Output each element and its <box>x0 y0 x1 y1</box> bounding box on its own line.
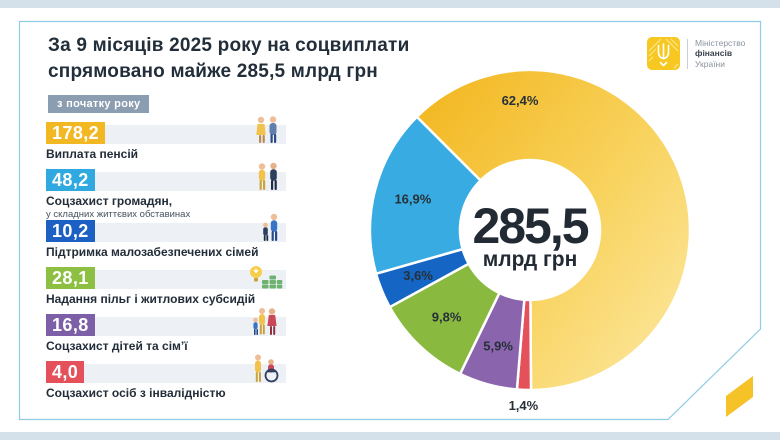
category-label: Соцзахист дітей та сім’ї <box>46 339 188 353</box>
subsidy-icon <box>247 259 283 289</box>
donut-center-value: 285,5 <box>472 198 588 254</box>
period-badge: з початку року <box>48 95 149 113</box>
ministry-logo <box>647 37 745 70</box>
category-label: Підтримка малозабезпечених сімей <box>46 245 259 259</box>
donut-center-unit: млрд грн <box>482 248 578 271</box>
category-label: Надання пільг і житлових субсидій <box>46 292 256 306</box>
category-label: Соцзахист осіб з інвалідністю <box>46 386 226 400</box>
category-sublabel: у складних життєвих обставинах <box>46 209 191 220</box>
wheelchair-icon <box>247 353 283 383</box>
title-line-1: За 9 місяців 2025 року на соцвиплати <box>48 35 410 56</box>
list-item-pensions <box>46 122 286 161</box>
value-badge: 28,1 <box>46 267 95 289</box>
title-line-2: спрямовано майже 285,5 млрд грн <box>48 61 378 82</box>
segment-pct-label-0: 62,4% <box>501 93 539 108</box>
family-icon <box>249 212 283 242</box>
segment-pct-label-4: 5,9% <box>483 338 513 354</box>
ministry-name-line1: Міністерство <box>695 37 746 48</box>
list-item-low-income-families <box>46 220 286 259</box>
trident-icon <box>647 37 680 70</box>
category-label: Виплата пенсій <box>46 147 139 161</box>
list-item-disability <box>46 361 286 400</box>
donut-chart <box>370 70 690 413</box>
list-item-children-families <box>46 314 286 353</box>
page-title <box>48 33 448 85</box>
adults-icon <box>249 161 283 191</box>
value-badge: 48,2 <box>46 169 95 191</box>
value-badge: 178,2 <box>46 122 105 144</box>
children-family-icon <box>247 306 283 336</box>
value-badge: 4,0 <box>46 361 84 383</box>
logo-divider <box>687 39 688 69</box>
value-badge: 10,2 <box>46 220 95 242</box>
ministry-name-line3: України <box>695 58 725 69</box>
list-item-subsidies <box>46 267 286 306</box>
segment-pct-label-1: 16,9% <box>394 191 432 207</box>
segment-pct-label-5: 1,4% <box>508 397 539 413</box>
ministry-name-line2: фінансів <box>695 48 733 59</box>
value-badge: 16,8 <box>46 314 95 336</box>
ministry-name <box>695 38 745 70</box>
segment-pct-label-2: 3,6% <box>403 268 433 283</box>
category-label: Соцзахист громадян, <box>46 194 173 208</box>
corner-accent-shape <box>726 376 753 417</box>
pensioners-icon <box>249 114 283 144</box>
segment-pct-label-3: 9,8% <box>431 309 462 325</box>
category-list <box>46 122 286 408</box>
